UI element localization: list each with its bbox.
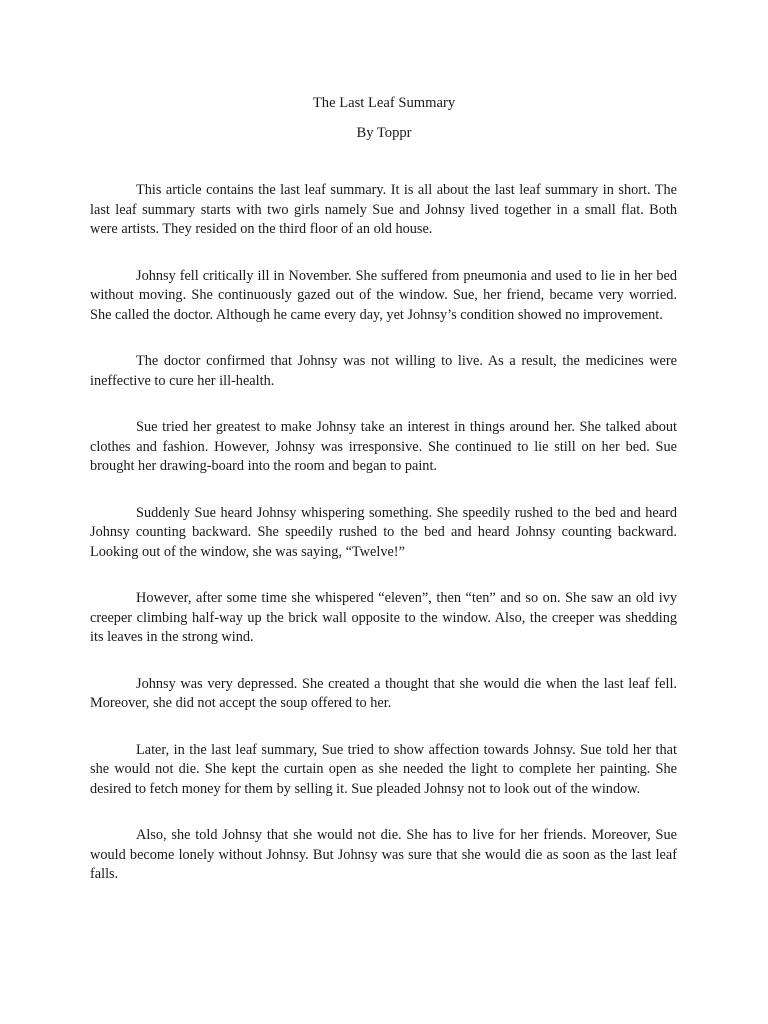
document-body: [90, 181, 677, 912]
paragraph-1: This article contains the last leaf summary. It is all about the last leaf summary in short. The last leaf summary starts with two girls namely Sue and Johnsy lived together in a small flat. Both were artists. They resided on the third floor of an old house.: [90, 182, 677, 237]
paragraph-4: Sue tried her greatest to make Johnsy take an interest in things around her. She talked about clothes and fashion. However, Johnsy was irresponsive. She continued to lie still on her bed. Sue brought her drawing-board into the room and began to paint.: [90, 419, 677, 474]
paragraph-7: Johnsy was very depressed. She created a thought that she would die when the last leaf fell. Moreover, she did not accept the soup offered to her.: [90, 675, 677, 711]
paragraph-8: Later, in the last leaf summary, Sue tried to show affection towards Johnsy. Sue told her that she would not die. She kept the curtain open as she needed the light to complete her painting. She desired to fetch money for them by selling it. Sue pleaded Johnsy not to look out of the window.: [90, 741, 677, 797]
paragraph-2: Johnsy fell critically ill in November. She suffered from pneumonia and used to lie in her bed without moving. She continuously gazed out of the window. Sue, her friend, became very worried. She called the doctor. Although he came every day, yet Johnsy’s condition showed no improvement.: [90, 267, 677, 323]
document-title: The Last Leaf Summary: [312, 95, 456, 111]
paragraph-6: However, after some time she whispered “eleven”, then “ten” and so on. She saw an old ivy creeper climbing half-way up the brick wall opposite to the window. Also, the creeper was shedding its leaves in the strong wind.: [90, 590, 677, 645]
document-byline: By Toppr: [356, 125, 412, 141]
paragraph-5: Suddenly Sue heard Johnsy whispering something. She speedily rushed to the bed and heard Johnsy counting backward. She speedily rushed to the bed and heard Johnsy counting backward. Looking out of the window, she was saying, “Twelve!”: [90, 504, 677, 560]
paragraph-3: The doctor confirmed that Johnsy was not willing to live. As a result, the medicines were ineffective to cure her ill-health.: [90, 353, 677, 389]
paragraph-9: Also, she told Johnsy that she would not die. She has to live for her friends. Moreover, Sue would become lonely without Johnsy. But Johnsy was sure that she would die as soon as the last leaf falls.: [90, 827, 677, 882]
